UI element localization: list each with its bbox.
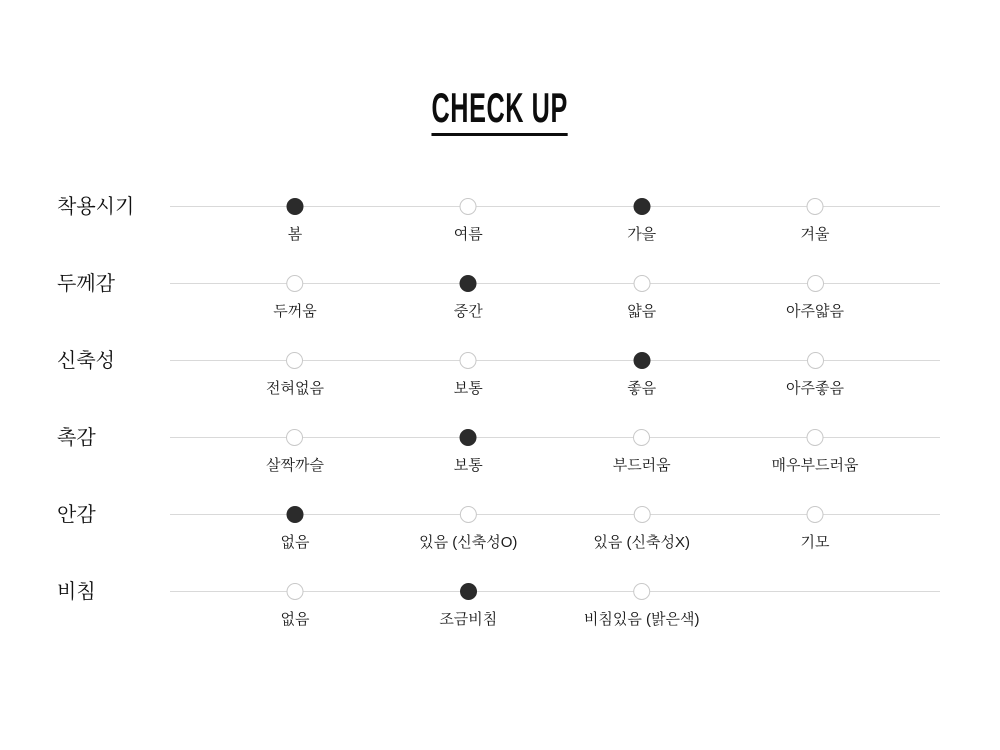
option-label: 보통 [453, 380, 483, 397]
option-dot [633, 429, 650, 446]
option-label: 아주좋음 [786, 380, 844, 397]
option-dot [807, 198, 824, 215]
option-label: 매우부드러움 [771, 457, 859, 474]
row-track [170, 351, 940, 397]
checkup-row [0, 428, 1000, 505]
option-dot [633, 352, 650, 369]
row-attribute-label: 신축성 [57, 350, 115, 372]
row-track [170, 428, 940, 474]
page-title: CHECK UP [432, 86, 568, 136]
option-label: 없음 [280, 611, 310, 628]
option-slot [286, 197, 303, 243]
option-slot [439, 582, 497, 628]
row-track [170, 197, 940, 243]
row-attribute-label: 착용시기 [57, 196, 135, 218]
option-label: 비침있음 (밝은색) [583, 611, 700, 628]
row-attribute-label: 촉감 [57, 427, 96, 449]
option-label: 보통 [453, 457, 483, 474]
option-slot [593, 505, 690, 551]
option-label: 봄 [287, 226, 303, 243]
option-label: 좋음 [627, 380, 657, 397]
checkup-row [0, 582, 1000, 659]
option-label: 겨울 [800, 226, 830, 243]
option-label: 중간 [453, 303, 483, 320]
row-track [170, 582, 940, 628]
option-label: 전혀없음 [265, 380, 324, 397]
option-label: 있음 (신축성O) [419, 534, 518, 551]
row-attribute-label: 두께감 [57, 273, 115, 295]
option-dot [286, 198, 303, 215]
option-label: 살짝까슬 [265, 457, 324, 474]
option-dot [286, 506, 303, 523]
option-slot [280, 582, 309, 628]
option-dot [460, 352, 477, 369]
option-dot [633, 275, 650, 292]
option-label: 얇음 [627, 303, 657, 320]
option-slot [627, 351, 656, 397]
option-dot [460, 429, 477, 446]
option-label: 조금비침 [439, 611, 498, 628]
option-slot [627, 197, 656, 243]
checkup-row [0, 274, 1000, 351]
option-label: 가을 [627, 226, 657, 243]
row-track [170, 505, 940, 551]
option-dot [633, 583, 650, 600]
row-track [170, 274, 940, 320]
option-dot [286, 275, 303, 292]
option-dot [807, 506, 824, 523]
checkup-row [0, 505, 1000, 582]
option-dot [460, 275, 477, 292]
option-dot [286, 429, 303, 446]
option-dot [807, 352, 824, 369]
option-slot [419, 505, 517, 551]
option-dot [286, 352, 303, 369]
row-attribute-label: 안감 [57, 504, 96, 526]
option-label: 기모 [800, 534, 830, 551]
option-label: 부드러움 [612, 457, 671, 474]
option-slot [454, 351, 483, 397]
option-label: 없음 [280, 534, 310, 551]
option-dot [633, 506, 650, 523]
checkup-row [0, 197, 1000, 274]
option-dot [460, 506, 477, 523]
option-label: 여름 [453, 226, 483, 243]
option-slot [454, 274, 483, 320]
option-slot [266, 428, 324, 474]
option-dot [286, 583, 303, 600]
option-slot [613, 428, 671, 474]
option-dot [460, 583, 477, 600]
option-label: 두꺼움 [273, 303, 317, 320]
option-slot [266, 351, 324, 397]
option-slot [786, 351, 844, 397]
option-dot [807, 275, 824, 292]
checkup-row [0, 351, 1000, 428]
option-dot [633, 198, 650, 215]
option-slot [772, 428, 859, 474]
option-slot [454, 428, 483, 474]
option-slot [584, 582, 700, 628]
option-slot [801, 505, 830, 551]
option-slot [786, 274, 844, 320]
option-slot [801, 197, 830, 243]
row-attribute-label: 비침 [57, 581, 96, 603]
option-dot [807, 429, 824, 446]
option-slot [273, 274, 316, 320]
option-label: 아주얇음 [786, 303, 844, 320]
option-slot [627, 274, 656, 320]
option-dot [460, 198, 477, 215]
option-label: 있음 (신축성X) [593, 534, 690, 551]
option-slot [280, 505, 309, 551]
option-slot [454, 197, 483, 243]
